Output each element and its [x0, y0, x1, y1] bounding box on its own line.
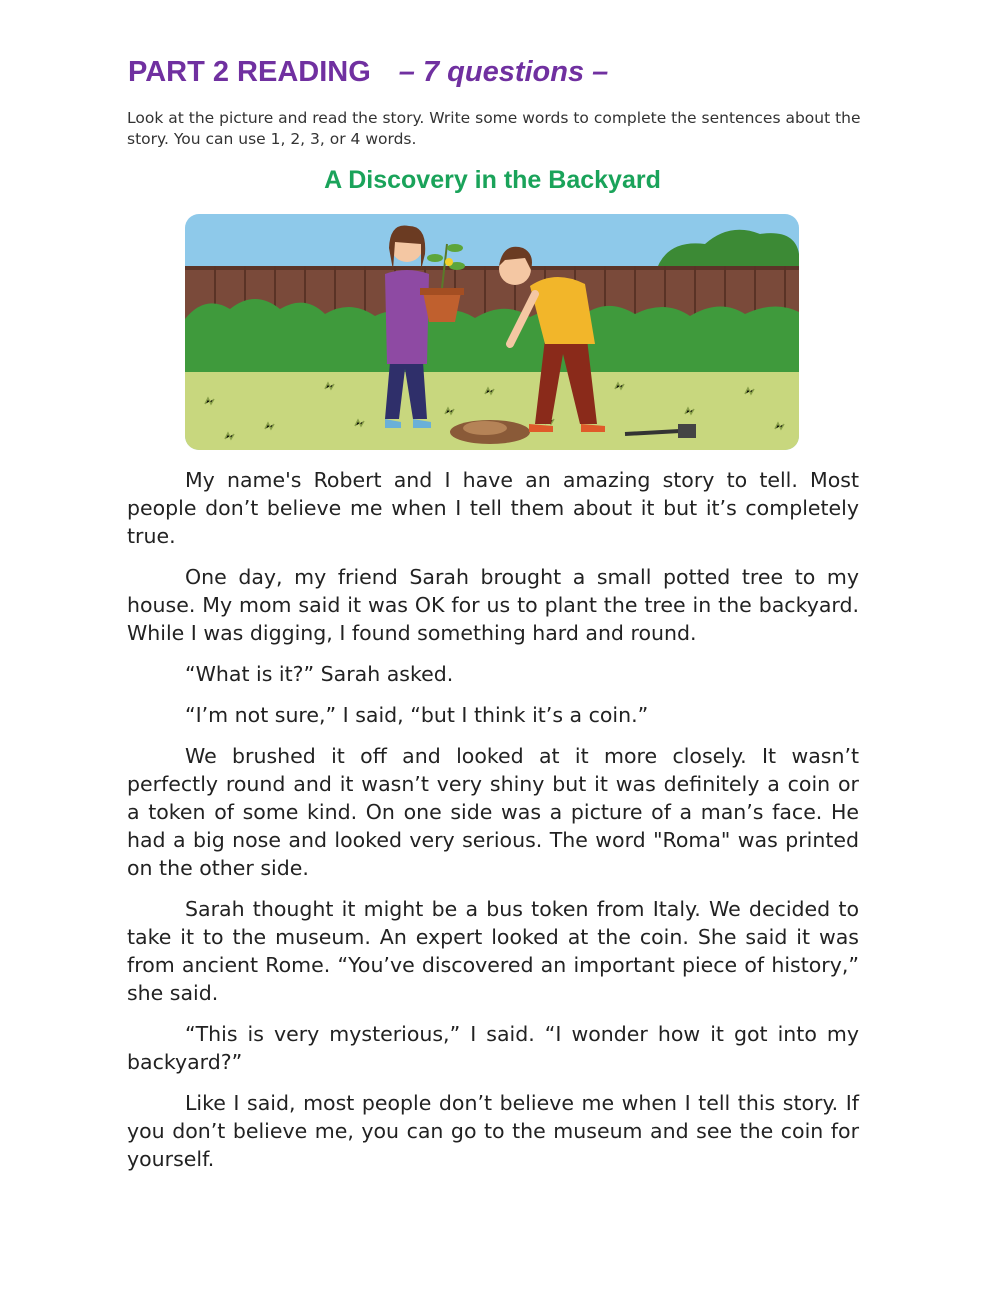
- story-title: A Discovery in the Backyard: [324, 166, 661, 194]
- story-illustration: [185, 214, 799, 450]
- story-paragraph: “What is it?” Sarah asked.: [185, 662, 454, 686]
- question-count: – 7 questions –: [398, 56, 609, 88]
- story-paragraph: “I’m not sure,” I said, “but I think it’s a coin.”: [185, 703, 649, 727]
- section-header: [128, 56, 608, 89]
- story-paragraph: Like I said, most people don’t believe me when I tell this story. If you don’t believe me, you can go to the museum and see the coin for yourself.: [127, 1091, 859, 1171]
- story-paragraph: We brushed it off and looked at it more closely. It wasn’t perfectly round and it wasn’t very shiny but it was definitely a coin or a token of some kind. On one side was a picture of a man’s face. He had a big nose and looked very serious. The word "Roma" was printed on the other side.: [127, 744, 859, 880]
- story-paragraph: My name's Robert and I have an amazing story to tell. Most people don’t believe me when I tell them about it but it’s completely true.: [127, 468, 859, 548]
- story-paragraph: One day, my friend Sarah brought a small potted tree to my house. My mom said it was OK for us to plant the tree in the backyard. While I was digging, I found something hard and round.: [127, 565, 859, 645]
- section-title: PART 2 READING: [128, 56, 371, 88]
- story-paragraph: “This is very mysterious,” I said. “I wonder how it got into my backyard?”: [127, 1022, 859, 1074]
- backyard-scene: [185, 214, 799, 450]
- instructions-text: Look at the picture and read the story. Write some words to complete the sentences about the story. You can use 1, 2, 3, or 4 words.: [127, 109, 861, 148]
- story-paragraph: Sarah thought it might be a bus token from Italy. We decided to take it to the museum. An expert looked at the coin. She said it was from ancient Rome. “You’ve discovered an important piece of history,” she said.: [127, 897, 859, 1005]
- story-text: [127, 466, 859, 1186]
